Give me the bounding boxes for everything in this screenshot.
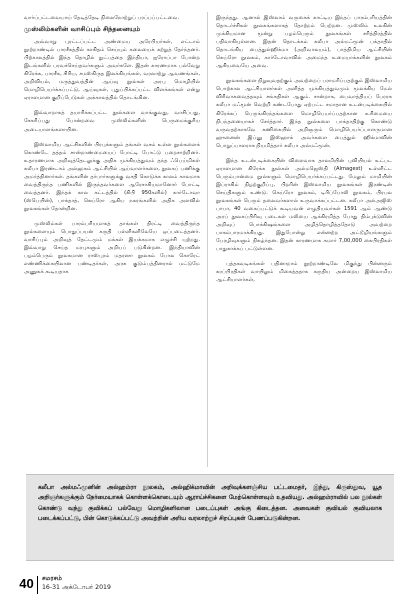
right-paragraph-1: இருந்தது. ஆனால் இஸ்லாம் வருகைக் காட்டிய இந்தப் பாரம்பரியத்தின் தொடர்ச்சிகள் நூலகங்களாகத் தோற்றம் பெற்றன. முஸ்லிம் உலகின் முக்கியமான மூன்று பழம்பெரும் நூலகங்கள் சரித்திரத்தில் பதிவாகியுள்ளன. இதன் தொடக்கம் கலீபா அல்மஃமூன் பக்தாதில் தொடங்கிய பைத்துல்ஹிக்மா (அறிவாலயம்), பாத்திமிய ஆட்சியின் கெய்ரோ நூலகம், கார்டோவாவில் அமைந்த உமையாக்களின் நூலகம் ஆகியவையே அவை.	[216, 15, 392, 70]
footer-divider	[37, 576, 38, 594]
left-paragraph-1: அவ்வாறு புரட்டப்பட்ட அண்மைய அரேபியர்கள், எட்டாம் நூற்றாண்டில் பாரசீகத்தில் காகிதம் செய்யும் கலையைக் கற்றுத் தேர்ந்தனர். பிற்காலத்தில் இந்த தொழில் நுட்பத்தை இந்தியா, ஐரோப்பா போன்ற இடங்களில் பரவச்செய்தவர்களும் அவர்களே. இதன் காரணமாக பல்வேறு கிரேக்க, பாரசீக, சிரிய, சமஸ்கிருத இலக்கியங்கள், வரலாற்று ஆவணங்கள், அறிவியல், மருத்துவத்தின் ஆய்வு நூல்கள் அரபு மொழியில் மொழிபெயர்க்கப்பட்டு, ஆய்வுகள், புதுப்பிக்கப்பட்ட விளக்கங்கள் என்று ஏராளமான குறிப்பேடுகள் அக்காலத்தில் தொடங்கின.	[24, 39, 200, 102]
section-heading: முஸ்லிம்களின் வாசிப்பும் சிந்தனையும்	[24, 25, 141, 34]
issue-date: 16-31 அக்டோபர் 2019	[42, 584, 111, 591]
right-paragraph-4: புத்தகவடிகங்கள் பதினாறாம் நூற்றாண்டிலே மிகுந்து பின்னரும் கரப்பிரதிகள் வாயிலும் மிகைத்ததாக கருதிய அன்றைய இஸ்லாமிய ஆட்சியாளர்கள்,	[216, 261, 392, 284]
left-paragraph-4: முஸ்லிம்கள் பாரம்பரியமாகத் தாங்கள் திரட்டி வைத்திருந்த நூல்களையும் பொதுப்பயன் கருதி பள்ளிகளிலேயே ஒப்படைத்தனர். வாசிப்பும் அறிவுத் தேட்டமும் மக்கள் இயக்கமாக எழுச்சி யுற்றது. இவ்வாறு செய்த மரபுகளும் அறியப் படுகின்றன. இந்தியாவின் பழம்பெரும் நூலகமான ராஸ்புரம் மதரஸா நூலகம் போல கொரேட் எண்ணிக்கையிலான பண்டிதர்கள், அரசு குடும்பத்தினரால் மட்டுமே அணுகக் கூடியதாக	[24, 220, 200, 276]
left-paragraph-3: இஸ்லாமிய ஆட்சிகளின் பிரபுக்களும் தங்கள் வசம் உள்ள நூல்களைக் கொண்டே தத்தம் சான்றாண்மையைப் போட்டி போட்டு பறைசாற்றினர். உதாரணமாக அறிவுத்தேடலுக்கு அதிக முக்கியத்துவம் தந்த ஃபெய்மிகள் கலீபா இரண்டாம் அல்ஹகம் ஆட்சியில் ஆய்வாளர்களை, நூலகப் பணிக்கு அமர்த்தினார்கள். தங்களின் தர்பார்களுக்கு வசதி கொடுக்க காலம் காலமாக வைத்திருந்த பணிகளில் இருந்தவர்களை ஆரேசாகியமானோர் போட்டி வைத்தனர். இந்தக் கால கட்டத்தில் (கிபி 950களில்) கார்டோவா (ஸ்பெயின்), பாக்தாத், கெய்ரோ ஆகிய நகரங்களில் அதிக அளவில் நூலகங்கள் தோன்றின.	[24, 141, 200, 212]
right-paragraph-3: இந்த உடன்படிக்கையின் விளைவாக தாலமியின் புவியியல் உட்பட ஏராளமான கிரேக்க நூல்கள் அல்மஜெஸ்தி (Almagest) உள்ளிட்ட பெரும்பான்மை நூல்களும் மொழிபெயர்க்கப்பட்டது. மேலும் மாமியின் இப்ராகிம் நிழற்குறிப்பு, பிறரின் இஸ்லாமிய நூலகங்கள் இரண்டின் செய்திகளும் உண்டு. கெய்ரோ நூலகம், டிரிப்போலி நூலகம், பிரபல நூலகங்கள் பெரும் தலைவர்களால் உருவாக்கப்பட்டன. கலீபா அல்அஜிஸ் பாபா, 40 வகைப்பட்டுக் கூடியவன் எழுதியவர்கள் 1591 ஆம் ஆண்டு அரப் நூலகப்பிரிவு படைகள் மலியை ஆக்கிரமித்த போது திம்புக்டுவின் அறிவுப் பொக்கிஷங்களை அழித்தொழித்ததோடு அவற்றை பாகம்பாரமாக்கியது. இதுபோன்று என்னற்ற அட்டூழியங்களும் பேரழிவுகளும் நிகழ்ந்தன. இதன் காரணமாக சுமார் 7,00,000 கைபிரதிகள் பாதுகாக்கப் பட்டுள்ளன.	[216, 157, 392, 253]
magazine-name: சமரசம்	[42, 575, 63, 582]
page-number: 40	[18, 574, 35, 594]
highlight-callout-box: கலீபா அல்மஃமூனின் அல்ஹம்ரா நூலகம், அல்ஹிக்மாவின் அறிவுக்களஞ்சிய பட்டமைதர், இந்து, கிருஸ்துவ, யூத அறிஞர்களுக்கும் நேர்மையாகக் கொள்ளக்கொடையும் ஆராய்ச்சிகளை மேற்கொள்ளவும் உதவியது. அல்ஹம்ராவில் பல நூல்கள் கொண்டு வந்து குவிக்கப் பல்வேறு மொழிகளிலான படைப்புகள் அங்கு கிடைத்தன. அவைகள் குவியல் குவியலாக படைக்கப்பட்டு, பின் கொடுக்கப்பட்டு அவற்றின் அரிய வரலாற்றுச் சிறப்புகள் பேணப்படுகின்றன.	[26, 474, 394, 561]
right-column	[216, 14, 392, 284]
left-paragraph-2: இவ்வாறாகத் தயாரிக்கப்பட்ட நூல்களை வாங்குவது, வாசிப்பது, சேகரிப்பது போன்றவை முஸ்லிம்களின் பெருமைக்குரிய அடையாளங்களாயின.	[24, 110, 200, 133]
left-column	[24, 14, 200, 276]
right-paragraph-2: நூலகங்களை நிறுவுவதற்கும் அவற்றைப் பராமரிப்பதற்கும் இஸ்லாமிய பொற்கால ஆட்சியாளர்கள் அளித்த முக்கியத்துவமும் மூலக்கிய மேல் விரிவாகவைத்தவும் சங்கதிகள் ஆகும். சான்றாக, பைவாத்தியப் பேரரசு கலீபா மஃமூன் வெற்றி கண்டபோது ஏற்பட்ட சமாதான உடன்படிக்கையில் கிரேக்கப் பெருங்கிரந்தங்களை மொழிபெயர்ப்பதற்கான உரிமையை நிபந்தனையாகச் சேர்த்தார். இந்த நூல்களை பாக்தாதிற்கு கொண்டு வருவதற்காகவே கணிகையில் அறிஞரும் மொழிபெயர்ப்பாளருமான ஹுனைன் இப்னு இஸ்ஹாக் அவர்களை பைத்துல் ஹிக்மாவின் பொறுப்பாளராக நியமித்தார் கலீபா அல்மஃமூன்.	[216, 78, 392, 149]
column-divider	[207, 12, 208, 467]
page-footer	[18, 574, 138, 596]
left-intro: வார்ப்பட்டவையாய் தேடித்தேடி நிலைநோற்றுப் பரப்பப்பட்டவை.	[24, 15, 180, 21]
